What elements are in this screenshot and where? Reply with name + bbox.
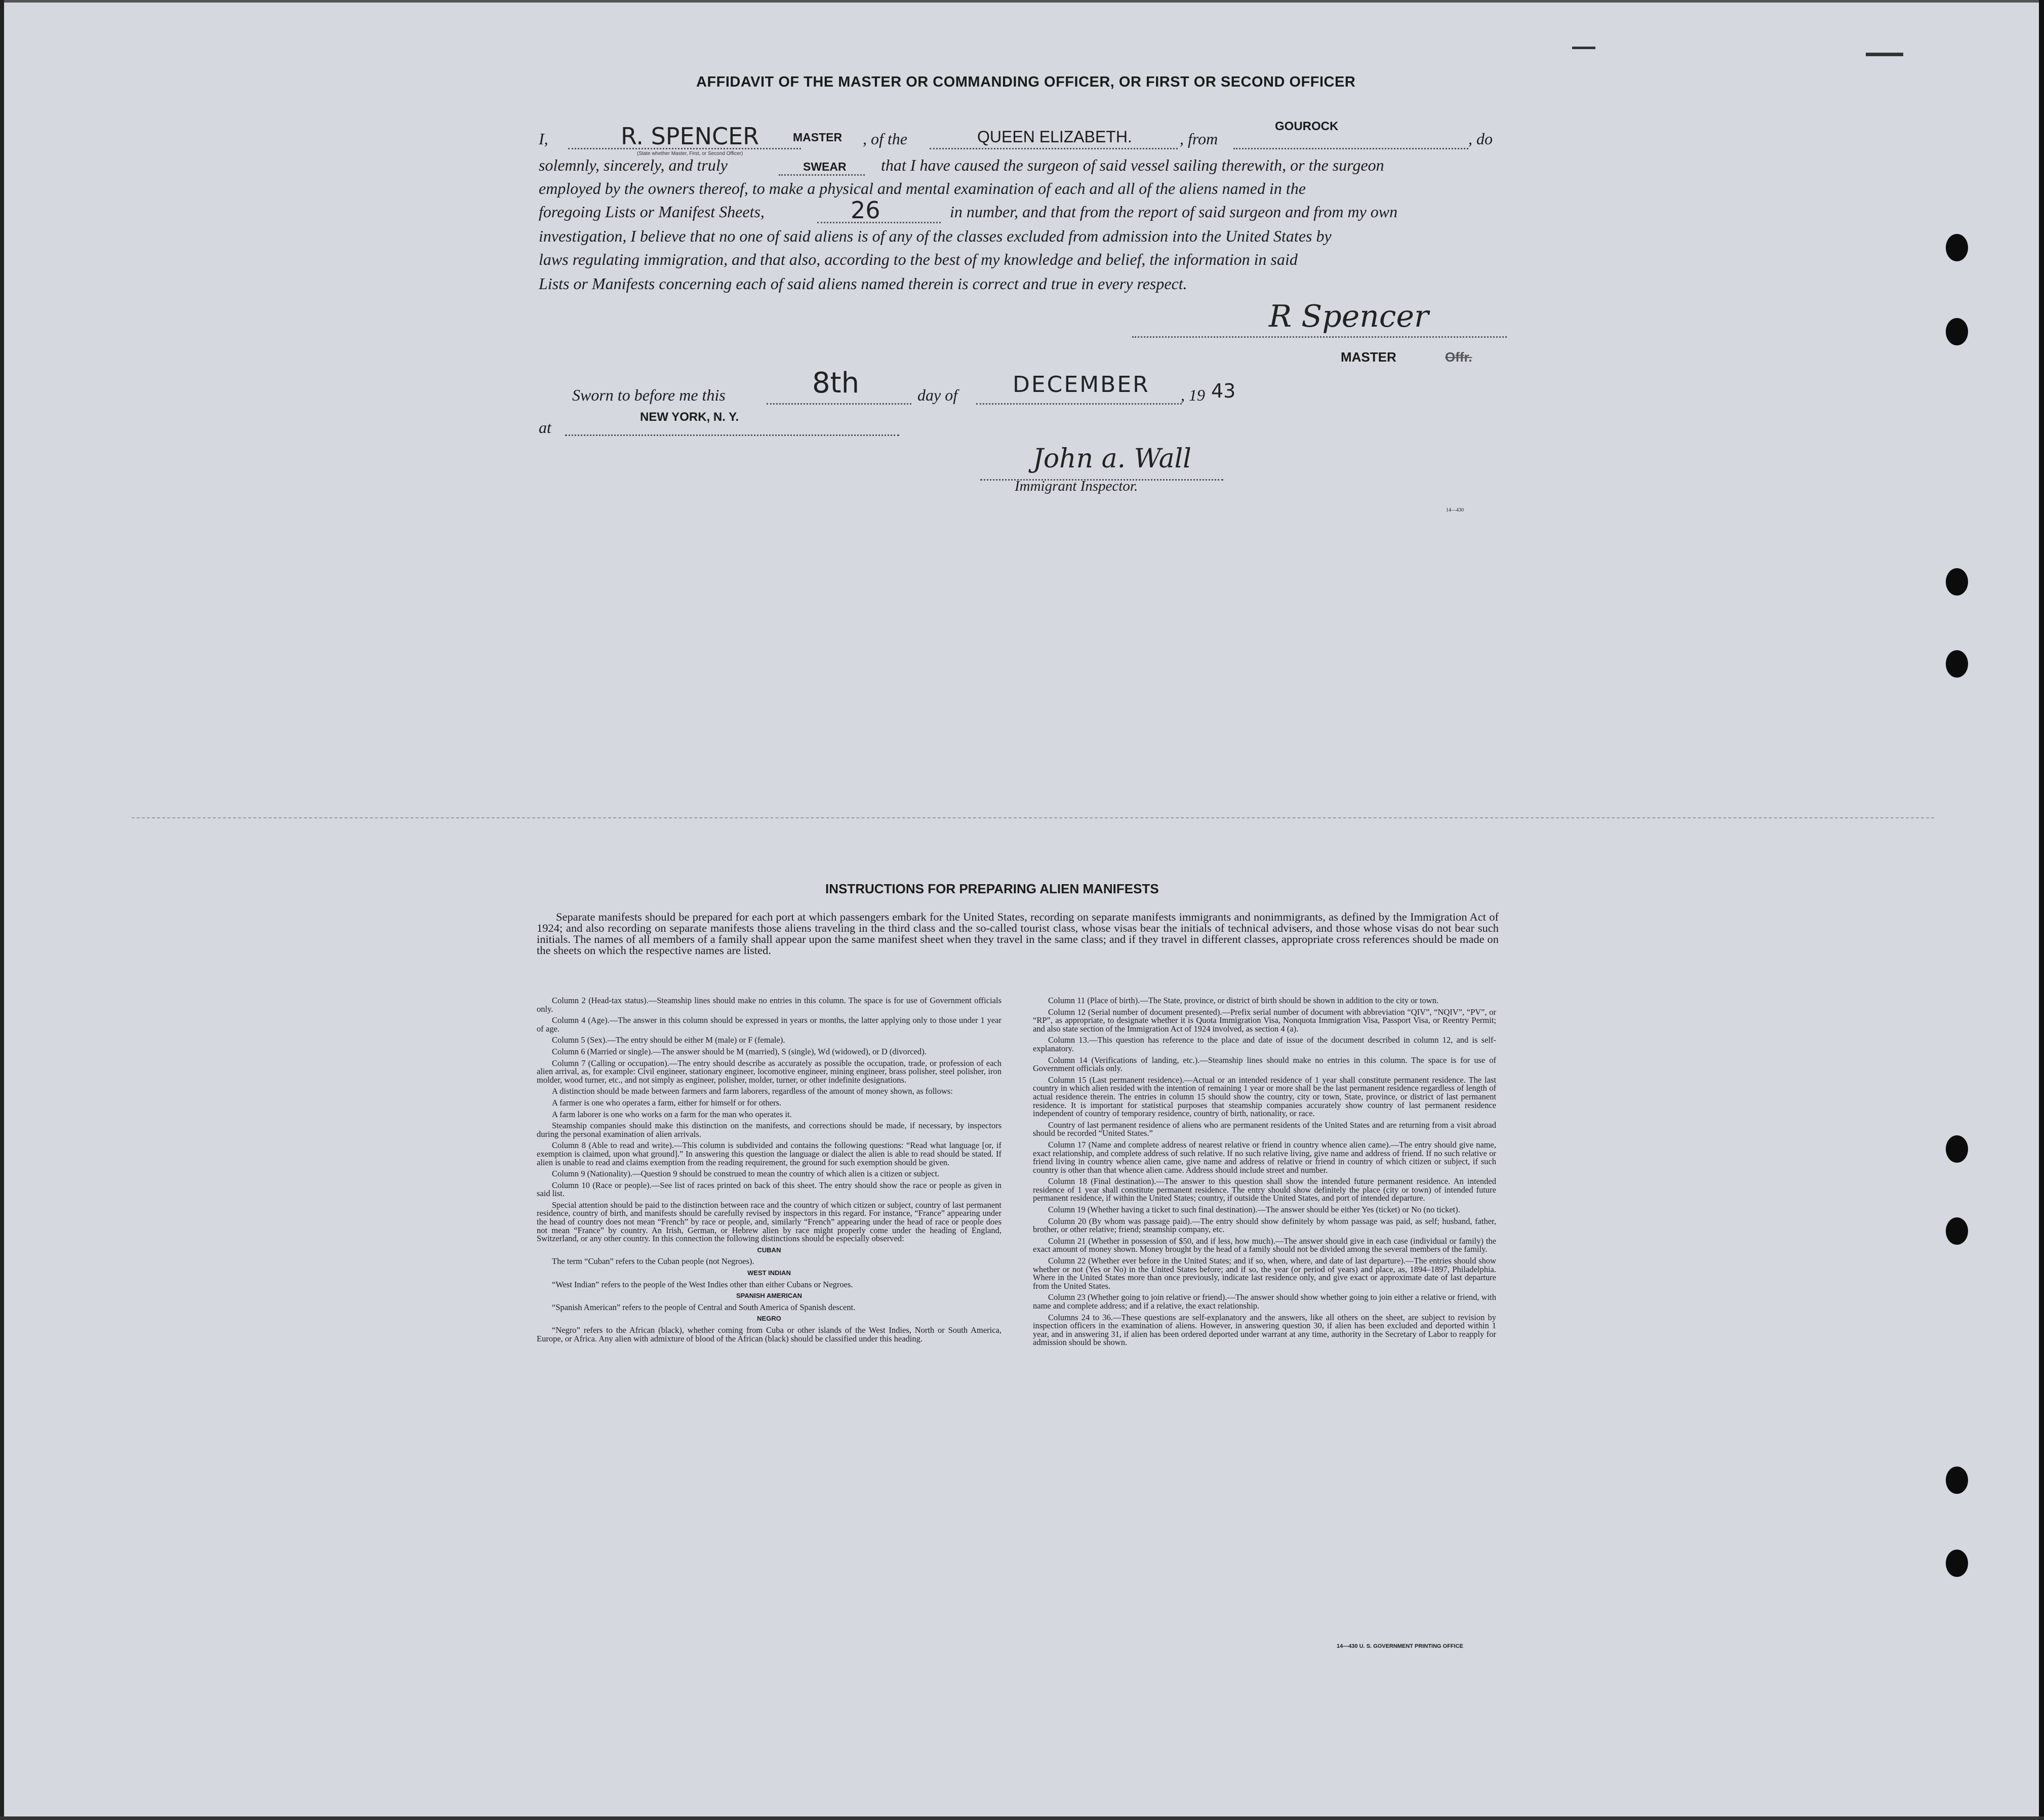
affidavit-line-3: employed by the owners thereof, to make a physical and mental examination of each and all of the aliens named in the <box>539 179 1306 197</box>
day-of-label: day of <box>917 386 958 404</box>
scan-border-bottom <box>0 1816 2044 1820</box>
line2-text-b: that I have caused the surgeon of said vessel sailing therewith, or the surgeon <box>881 156 1384 174</box>
day-field: 8th <box>812 367 860 400</box>
instruction-paragraph: Column 15 (Last permanent residence).—Actual or an intended residence of 1 year shall constitute permanent residence. The last country in which alien resided with the intention of remaining 1 year or more shall be the last permanent residence regardless of length of actual residence therein. The entries in column 15 should show the country, city or town, State, province, or district of last permanent residence. It is important for statistical purposes that steamship companies accurately show country of last permanent residence independent of country of temporary residence, country of birth, nationality, or race. <box>1033 1075 1496 1119</box>
punch-hole <box>1946 318 1968 345</box>
instruction-paragraph: Column 18 (Final destination).—The answer to this question shall show the intended future permanent residence. An intended residence of 1 year shall constitute permanent residence. The entry should show definitely the place (city or town) of intended future permanent residence, if within the United States; country, if outside the United States, and port of intended departure. <box>1033 1176 1496 1203</box>
line2-text-a: solemnly, sincerely, and truly <box>539 156 728 174</box>
punch-hole <box>1946 234 1968 261</box>
instruction-paragraph: Column 20 (By whom was passage paid).—The entry should show definitely by whom passage was paid, as self; husband, father, brother, or other relative; friend; steamship company, etc. <box>1033 1216 1496 1235</box>
punch-hole <box>1946 650 1968 678</box>
affidavit-line-2 <box>539 156 728 175</box>
affidavit-line-5: investigation, I believe that no one of said aliens is of any of the classes excluded from admission into the United States by <box>539 227 1332 245</box>
master-name-field: R. SPENCER <box>621 123 759 150</box>
punch-hole <box>1946 1135 1968 1163</box>
instruction-paragraph: Column 11 (Place of birth).—The State, province, or district of birth should be shown in addition to the city or town. <box>1048 996 1439 1005</box>
instruction-paragraph: Column 12 (Serial number of document presented).—Prefix serial number of document with abbreviation “QIV”, “NQIV”, “PV”, or “RP”, as appropriate, to designate whether it is Quota Immigration Visa, Nonquota Immigration Visa, Passport Visa, or Reentry Permit; and also state section of the Immigration Act of 1924 involved, as section 4 (a). <box>1033 1007 1496 1034</box>
rank-field: MASTER <box>793 131 843 144</box>
swear-field-line <box>779 174 865 176</box>
line4-text-b: in number, and that from the report of said surgeon and from my own <box>950 203 1398 221</box>
instruction-paragraph: Column 8 (Able to read and write).—This column is subdivided and contains the following questions: “Read what language [or, if exemption is claimed, upon what ground].” In answering this question the language or dialect the alien is able to read should be stated. If alien is unable to read and claims exemption from the reading requirement, the ground for such exemption should be given. <box>537 1140 1001 1167</box>
month-field-line <box>976 403 1182 405</box>
punch-hole <box>1946 1550 1968 1577</box>
affidavit-line-7: Lists or Manifests concerning each of said aliens named therein is correct and true in every respect. <box>539 274 1187 293</box>
port-field: GOUROCK <box>1275 120 1339 133</box>
instruction-paragraph: The term “Cuban” refers to the Cuban people (not Negroes). <box>552 1256 754 1267</box>
sworn-label: Sworn to before me this <box>572 386 726 404</box>
instruction-paragraph: Column 23 (Whether going to join relative or friend).—The answer should show whether going to join either a relative or friend, with name and complete address; and if a relative, the exact relationship. <box>1033 1292 1496 1311</box>
instruction-paragraph: Column 19 (Whether having a ticket to such final destination).—The answer should be either Yes (ticket) or No (no ticket). <box>1048 1205 1460 1215</box>
instructions-right-column <box>1033 997 1496 1350</box>
instruction-paragraph: Column 6 (Married or single).—The answer should be M (married), S (single), Wd (widowed), or D (divorced). <box>552 1046 927 1056</box>
printing-office-footer: 14—430 U. S. GOVERNMENT PRINTING OFFICE <box>1337 1643 1463 1649</box>
port-field-line <box>1233 148 1468 149</box>
inspector-signature: John a. Wall <box>1033 444 1191 474</box>
struck-title: Offr. <box>1445 349 1472 365</box>
line4-text-a: foregoing Lists or Manifest Sheets, <box>539 203 765 221</box>
instruction-paragraph: Column 10 (Race or people).—See list of races printed on back of this sheet. The entry should show the race or people as given in said list. <box>537 1180 1001 1199</box>
year-prefix: , 19 <box>1181 386 1205 404</box>
place-field-line <box>565 434 899 436</box>
sheet-count-field: 26 <box>851 196 880 224</box>
vessel-name-field: QUEEN ELIZABETH. <box>977 128 1132 146</box>
from-label: , from <box>1180 130 1218 148</box>
instruction-paragraph: A farm laborer is one who works on a farm for the man who operates it. <box>552 1109 792 1119</box>
master-signature: R Spencer <box>1269 299 1429 334</box>
instruction-paragraph: Columns 24 to 36.—These questions are self-explanatory and the answers, like all others on the sheet, are subject to revision by inspection officers in the examination of aliens. However, in answering question 30, if alien has been excluded and deported within 1 year, and in answering 31, if alien has been ordered deported under warrant at any time, authority in the Secretary of Labor to reapply for admission should be shown. <box>1033 1312 1496 1348</box>
instruction-paragraph: Column 13.—This question has reference to the place and date of issue of the document described in column 12, and is self-explanatory. <box>1033 1035 1496 1053</box>
instruction-paragraph: Special attention should be paid to the distinction between race and the country of which citizen or subject, country of last permanent residence, country of birth, and manifests should be carefully revised by inspectors in this regard. For instance, “France” appearing under the head of country does not mean “French” by race or people, and, similarly “French” appearing under the head of race or people does not mean “France” by country. An Irish, German, or Hebrew alien by race might properly come under the heading of England, Switzerland, or any other country. In this connection the following distinctions should be especially observed: <box>537 1200 1001 1244</box>
affidavit-title: AFFIDAVIT OF THE MASTER OR COMMANDING OFFICER, OR FIRST OR SECOND OFFICER <box>696 74 1356 90</box>
vessel-field-line <box>930 148 1178 149</box>
punch-hole <box>1946 568 1968 596</box>
heading-negro: NEGRO <box>757 1315 781 1323</box>
instruction-paragraph: Column 14 (Verifications of landing, etc.).—Steamship lines should make no entries in this column. The space is for use of Government officials only. <box>1033 1055 1496 1074</box>
day-field-line <box>767 403 911 405</box>
instruction-paragraph: Column 4 (Age).—The answer in this column should be expressed in years or months, the latter applying only to those under 1 year of age. <box>537 1015 1001 1034</box>
scan-border-left <box>0 0 4 1820</box>
instruction-paragraph: Column 2 (Head-tax status).—Steamship lines should make no entries in this column. The space is for use of Government officials only. <box>537 996 1001 1014</box>
instructions-title: INSTRUCTIONS FOR PREPARING ALIEN MANIFESTS <box>825 881 1159 896</box>
instruction-paragraph: “Spanish American” refers to the people of Central and South America of Spanish descent. <box>552 1302 856 1312</box>
do-label: , do <box>1468 130 1493 148</box>
form-code: 14—430 <box>1446 507 1464 513</box>
instruction-paragraph: Steamship companies should make this distinction on the manifests, and corrections should be made, if necessary, by inspectors during the personal examination of alien arrivals. <box>537 1121 1001 1139</box>
month-field: DECEMBER <box>1013 372 1150 398</box>
scan-border-top <box>0 0 2044 3</box>
instruction-paragraph: “West Indian” refers to the people of the West Indies other than either Cubans or Negroes. <box>552 1279 853 1289</box>
affidavit-line-4 <box>539 203 765 221</box>
affidavit-line-6: laws regulating immigration, and that also, according to the best of my knowledge and belief, the information in said <box>539 250 1298 268</box>
year-field: 43 <box>1211 380 1236 402</box>
of-the-label: , of the <box>863 130 907 148</box>
instruction-paragraph: A distinction should be made between farmers and farm laborers, regardless of the amount of money shown, as follows: <box>552 1086 953 1096</box>
rank-note: (State whether Master, First, or Second Officer) <box>637 151 743 156</box>
affidavit-line-1 <box>539 130 548 148</box>
instruction-paragraph: Column 9 (Nationality).—Question 9 should be construed to mean the country of which alien is a citizen or subject. <box>552 1169 940 1179</box>
signature-line <box>1132 336 1507 338</box>
place-field: NEW YORK, N. Y. <box>640 410 739 424</box>
inspector-title: Immigrant Inspector. <box>1015 478 1138 494</box>
scan-mark <box>1572 47 1595 49</box>
swear-field: SWEAR <box>803 160 847 173</box>
punch-hole <box>1946 1467 1968 1494</box>
scan-border-right <box>2039 0 2044 1820</box>
heading-west-indian: WEST INDIAN <box>747 1269 791 1277</box>
instruction-paragraph: Column 22 (Whether ever before in the United States; and if so, when, where, and date of last departure).—The entries should show whether or not (Yes or No) in the United States before; and if so, the year (or period of years) and place, as, 1894–1897, Philadelphia. Where in the United States more than once previously, indicate last residence only, and give exact or approximate date of last departure from the United States. <box>1033 1256 1496 1291</box>
fold-line <box>132 817 1934 818</box>
punch-hole <box>1946 1217 1968 1245</box>
scan-mark <box>1866 53 1903 56</box>
at-label: at <box>539 418 551 437</box>
instruction-paragraph: Column 17 (Name and complete address of nearest relative or friend in country whence alien came).—The entry should give name, exact relationship, and complete address of such relative. If no such relative living, give name and address of friend. If no such relative or friend living in country whence alien came, give name and address of relative or friend in country of which citizen or subject, if such country is other than that whence alien came. Address should include street and number. <box>1033 1139 1496 1175</box>
affidavit-i: I, <box>539 130 548 148</box>
instruction-paragraph: Column 5 (Sex).—The entry should be either M (male) or F (female). <box>552 1035 785 1045</box>
signer-title: MASTER <box>1341 349 1396 365</box>
instruction-paragraph: Country of last permanent residence of aliens who are permanent residents of the United States and are returning from a visit abroad should be recorded “United States.” <box>1033 1120 1496 1138</box>
heading-cuban: CUBAN <box>757 1246 781 1254</box>
instruction-paragraph: “Negro” refers to the African (black), whether coming from Cuba or other islands of the West Indies, North or South America, Europe, or Africa. Any alien with admixture of blood of the African (black) should be classified under this heading. <box>537 1325 1001 1343</box>
heading-spanish-american: SPANISH AMERICAN <box>736 1292 802 1300</box>
instructions-left-column <box>537 997 1001 1346</box>
instruction-paragraph: Column 7 (Calling or occupation).—The entry should describe as accurately as possible the occupation, trade, or profession of each alien arrival, as, for example: Civil engineer, stationary engineer, locomotive engineer, mining engineer, brass polisher, steel polisher, iron molder, wood turner, etc., and not simply as engineer, polisher, molder, turner, or other indefinite designations. <box>537 1058 1001 1085</box>
instruction-paragraph: Column 21 (Whether in possession of $50, and if less, how much).—The answer should give in each case (individual or family) the exact amount of money shown. Money brought by the head of a family should not be divided among the several members of the family. <box>1033 1236 1496 1254</box>
instructions-intro: Separate manifests should be prepared for each port at which passengers embark for the United States, recording on separate manifests immigrants and nonimmigrants, as defined by the Immigration Act of 1924; and also recording on separate manifests those aliens traveling in the third class and the so-called tourist class, whose visas bear the initials of technical advisers, and those whose visas do not bear such initials. The names of all members of a family shall appear upon the same manifest sheet when they travel in the same class; and if they travel in different classes, appropriate cross references should be made on the sheets on which the respective names are listed. <box>537 911 1499 957</box>
instruction-paragraph: A farmer is one who operates a farm, either for himself or for others. <box>552 1097 782 1107</box>
